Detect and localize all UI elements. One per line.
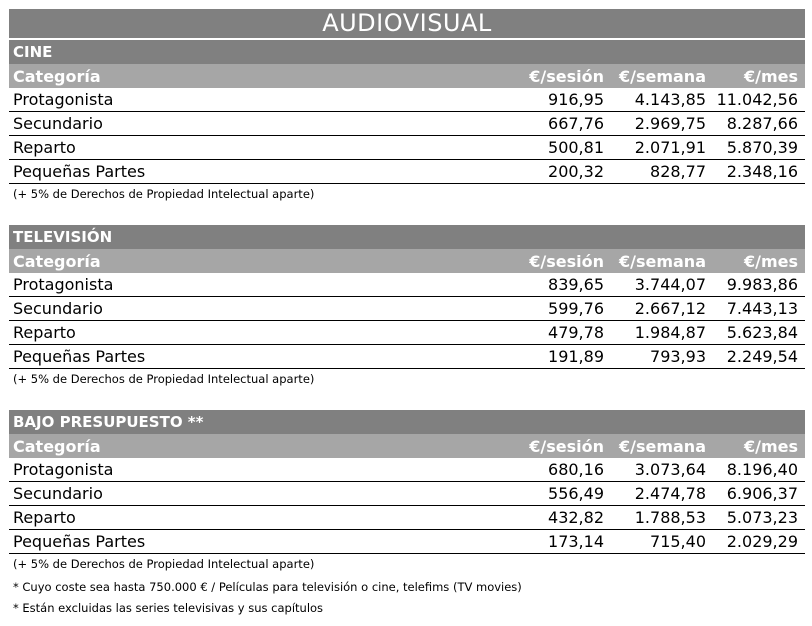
table-row	[9, 506, 805, 530]
cell-mes: 7.443,13	[726, 299, 798, 318]
header-mes: €/mes	[743, 436, 798, 456]
cell-sesion: 556,49	[548, 484, 604, 503]
table-row	[9, 321, 805, 345]
header-categoria: Categoría	[13, 251, 101, 271]
header-categoria: Categoría	[13, 436, 101, 456]
cell-sesion: 191,89	[548, 347, 604, 366]
cell-mes: 9.983,86	[726, 275, 798, 294]
header-sesion: €/sesión	[529, 251, 604, 271]
section-title: CINE	[9, 40, 805, 64]
cell-categoria: Reparto	[13, 138, 76, 157]
cell-semana: 828,77	[650, 162, 706, 181]
cell-mes: 11.042,56	[716, 90, 798, 109]
header-categoria: Categoría	[13, 66, 101, 86]
section-note: (+ 5% de Derechos de Propiedad Intelectual aparte)	[13, 557, 315, 571]
cell-categoria: Protagonista	[13, 460, 114, 479]
header-semana: €/semana	[618, 436, 706, 456]
footnote: * Están excluidas las series televisivas y sus capítulos	[13, 601, 324, 615]
cell-sesion: 500,81	[548, 138, 604, 157]
header-semana: €/semana	[618, 66, 706, 86]
cell-sesion: 432,82	[548, 508, 604, 527]
cell-categoria: Protagonista	[13, 275, 114, 294]
cell-sesion: 599,76	[548, 299, 604, 318]
cell-sesion: 839,65	[548, 275, 604, 294]
cell-categoria: Reparto	[13, 508, 76, 527]
table-header	[9, 434, 805, 458]
cell-categoria: Pequeñas Partes	[13, 162, 146, 181]
cell-semana: 3.073,64	[634, 460, 706, 479]
cell-sesion: 916,95	[548, 90, 604, 109]
table-row	[9, 273, 805, 297]
table-row	[9, 345, 805, 369]
cell-semana: 793,93	[650, 347, 706, 366]
table-row	[9, 458, 805, 482]
cell-mes: 2.348,16	[726, 162, 798, 181]
table-header	[9, 64, 805, 88]
header-semana: €/semana	[618, 251, 706, 271]
section-title: BAJO PRESUPUESTO **	[9, 410, 805, 434]
section-note: (+ 5% de Derechos de Propiedad Intelectual aparte)	[13, 372, 315, 386]
table-row	[9, 160, 805, 184]
cell-semana: 1.984,87	[634, 323, 706, 342]
cell-semana: 4.143,85	[634, 90, 706, 109]
cell-sesion: 680,16	[548, 460, 604, 479]
cell-sesion: 173,14	[548, 532, 604, 551]
table-row	[9, 482, 805, 506]
table-header	[9, 249, 805, 273]
table-row	[9, 297, 805, 321]
cell-semana: 2.071,91	[634, 138, 706, 157]
cell-categoria: Pequeñas Partes	[13, 347, 146, 366]
table-row	[9, 530, 805, 554]
section-cine	[9, 40, 805, 204]
cell-categoria: Secundario	[13, 484, 103, 503]
table-row	[9, 88, 805, 112]
table-row	[9, 112, 805, 136]
section-note: (+ 5% de Derechos de Propiedad Intelectual aparte)	[13, 187, 315, 201]
cell-categoria: Reparto	[13, 323, 76, 342]
cell-categoria: Protagonista	[13, 90, 114, 109]
cell-semana: 715,40	[650, 532, 706, 551]
cell-mes: 8.196,40	[726, 460, 798, 479]
section-television	[9, 225, 805, 389]
cell-mes: 6.906,37	[726, 484, 798, 503]
cell-semana: 2.969,75	[634, 114, 706, 133]
section-bajo-presupuesto	[9, 410, 805, 574]
cell-mes: 2.029,29	[726, 532, 798, 551]
cell-sesion: 200,32	[548, 162, 604, 181]
cell-mes: 5.870,39	[726, 138, 798, 157]
cell-mes: 5.623,84	[726, 323, 798, 342]
footnote: * Cuyo coste sea hasta 750.000 € / Películas para televisión o cine, telefims (TV movies)	[13, 580, 522, 594]
cell-semana: 2.474,78	[634, 484, 706, 503]
header-mes: €/mes	[743, 251, 798, 271]
cell-semana: 2.667,12	[634, 299, 706, 318]
header-mes: €/mes	[743, 66, 798, 86]
table-row	[9, 136, 805, 160]
cell-categoria: Secundario	[13, 114, 103, 133]
page-title: AUDIOVISUAL	[9, 9, 805, 38]
header-sesion: €/sesión	[529, 66, 604, 86]
cell-categoria: Pequeñas Partes	[13, 532, 146, 551]
cell-semana: 1.788,53	[634, 508, 706, 527]
cell-mes: 5.073,23	[726, 508, 798, 527]
cell-sesion: 479,78	[548, 323, 604, 342]
cell-semana: 3.744,07	[634, 275, 706, 294]
header-sesion: €/sesión	[529, 436, 604, 456]
section-title: TELEVISIÓN	[9, 225, 805, 249]
cell-mes: 8.287,66	[726, 114, 798, 133]
cell-categoria: Secundario	[13, 299, 103, 318]
cell-mes: 2.249,54	[726, 347, 798, 366]
cell-sesion: 667,76	[548, 114, 604, 133]
